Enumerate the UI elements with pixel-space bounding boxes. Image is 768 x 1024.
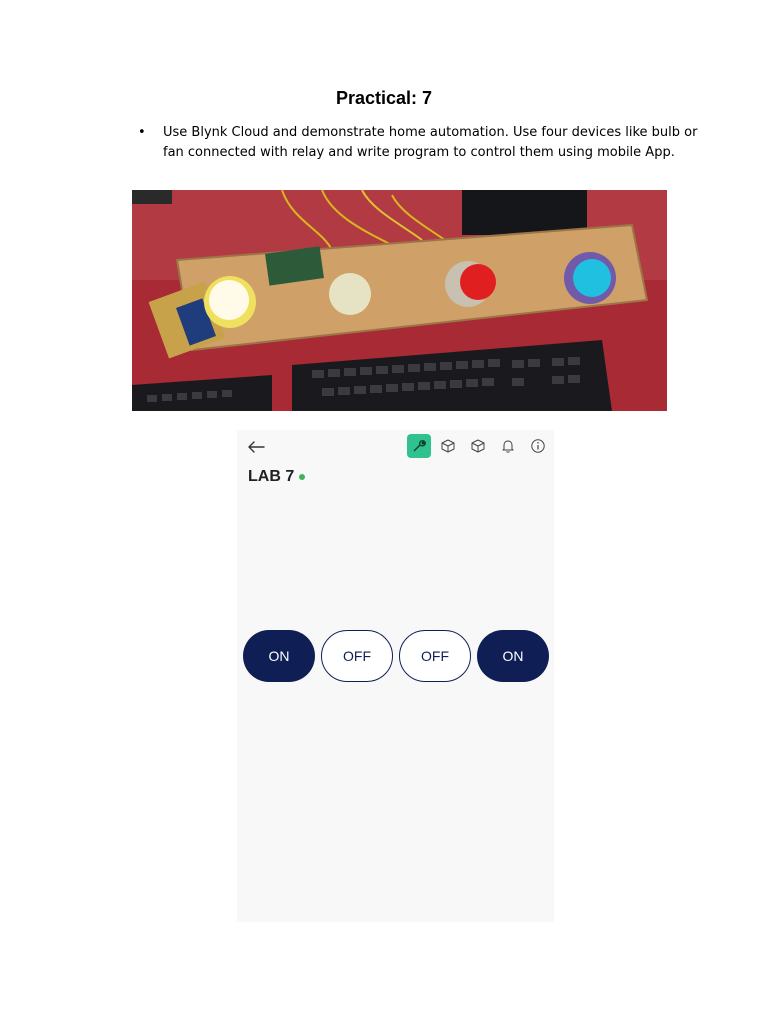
page-title: Practical: 7 xyxy=(335,88,433,108)
bullet-point: • xyxy=(138,125,146,140)
info-icon[interactable] xyxy=(526,434,550,458)
cube-icon[interactable] xyxy=(436,434,460,458)
cube-icon[interactable] xyxy=(466,434,490,458)
back-arrow-icon[interactable] xyxy=(247,439,265,453)
instruction-text: Use Blynk Cloud and demonstrate home automation. Use four devices like bulb or fan connected with relay and write program to control them using mobile App. xyxy=(163,125,698,160)
switch-1-button[interactable]: ON xyxy=(243,630,315,682)
device-title: LAB 7 xyxy=(248,468,295,485)
bell-icon[interactable] xyxy=(496,434,520,458)
switch-3-button[interactable]: OFF xyxy=(399,630,471,682)
online-status-dot xyxy=(299,474,305,480)
hardware-setup-photo xyxy=(132,190,667,411)
blynk-app-screen xyxy=(237,430,554,922)
wrench-icon[interactable] xyxy=(407,434,431,458)
switch-2-button[interactable]: OFF xyxy=(321,630,393,682)
switch-4-button[interactable]: ON xyxy=(477,630,549,682)
